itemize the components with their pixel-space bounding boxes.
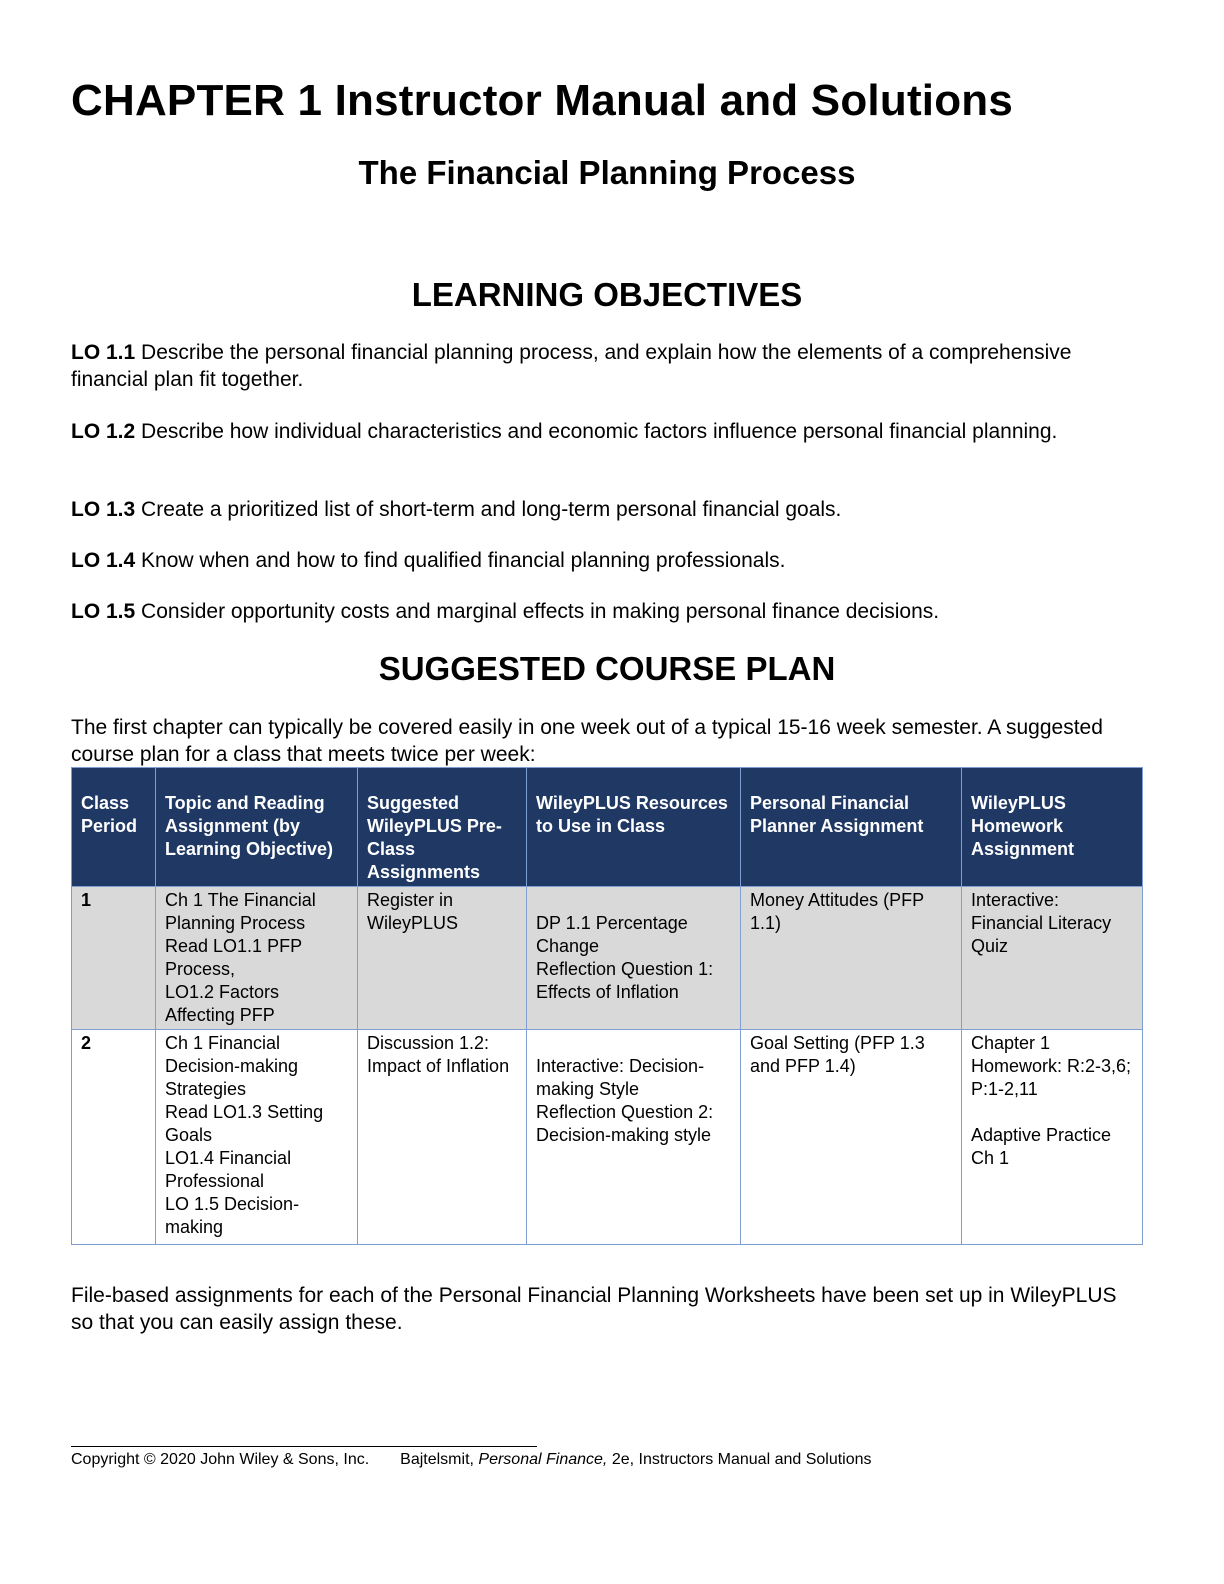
cell-line: Discussion 1.2: Impact of Inflation bbox=[367, 1033, 510, 1076]
column-header: Topic and Reading Assignment (by Learning Objective) bbox=[156, 768, 358, 887]
cell-line: Adaptive Practice Ch 1 bbox=[971, 1125, 1112, 1168]
cell-line: Register in WileyPLUS bbox=[367, 890, 459, 933]
lo-code: LO 1.2 bbox=[71, 420, 136, 443]
learning-objective bbox=[71, 418, 1131, 445]
learning-objective bbox=[71, 547, 1131, 574]
course-plan-heading: SUGGESTED COURSE PLAN bbox=[378, 650, 836, 687]
preclass-cell bbox=[358, 887, 527, 1030]
lo-code: LO 1.1 bbox=[71, 341, 136, 364]
cell-line: Reflection Question 2: Decision-making style bbox=[536, 1102, 714, 1145]
footer-edition: 2e, Instructors Manual and Solutions bbox=[607, 1451, 872, 1468]
column-header: Personal Financial Planner Assignment bbox=[741, 768, 962, 887]
cell-line: Interactive: Financial Literacy Quiz bbox=[971, 890, 1112, 956]
column-header: WileyPLUS Homework Assignment bbox=[962, 768, 1143, 887]
lo-code: LO 1.5 bbox=[71, 600, 136, 623]
lo-text: Describe how individual characteristics and economic factors influence personal financial planning. bbox=[141, 420, 1058, 443]
topic-cell bbox=[156, 1030, 358, 1245]
learning-objective bbox=[71, 339, 1131, 393]
class-period-cell: 1 bbox=[72, 887, 156, 1030]
lo-text: Consider opportunity costs and marginal effects in making personal finance decisions. bbox=[141, 600, 940, 623]
resources-cell bbox=[527, 1030, 741, 1245]
lo-text: Create a prioritized list of short-term and long-term personal financial goals. bbox=[141, 498, 842, 521]
lo-code: LO 1.3 bbox=[71, 498, 136, 521]
learning-objective bbox=[71, 496, 1131, 523]
lo-text: Know when and how to find qualified financial planning professionals. bbox=[141, 549, 786, 572]
homework-cell bbox=[962, 887, 1143, 1030]
cell-line: Chapter 1 Homework: R:2-3,6; P:1-2,11 bbox=[971, 1033, 1132, 1099]
learning-objective bbox=[71, 598, 1131, 625]
lo-text: Describe the personal financial planning process, and explain how the elements of a comprehensive financial plan fit together. bbox=[71, 341, 1072, 391]
cell-line: LO1.4 Financial Professional bbox=[165, 1148, 292, 1191]
cell-line: Read LO1.1 PFP Process, bbox=[165, 936, 302, 979]
resources-cell bbox=[527, 887, 741, 1030]
column-header: WileyPLUS Resources to Use in Class bbox=[527, 768, 741, 887]
preclass-cell bbox=[358, 1030, 527, 1245]
page-footer bbox=[71, 1451, 872, 1469]
table-header-row bbox=[72, 768, 1143, 887]
cell-line: Ch 1 The Financial Planning Process bbox=[165, 890, 316, 933]
blank-line bbox=[971, 1101, 1133, 1124]
course-plan-intro: The first chapter can typically be covered easily in one week out of a typical 15-16 week semester. A suggested course plan for a class that meets twice per week: bbox=[71, 716, 1103, 766]
footer-copyright: Copyright © 2020 John Wiley & Sons, Inc. bbox=[71, 1451, 370, 1468]
footer-author: Bajtelsmit, bbox=[400, 1451, 479, 1468]
planner-cell bbox=[741, 1030, 962, 1245]
column-header: Suggested WileyPLUS Pre-Class Assignments bbox=[358, 768, 527, 887]
cell-line: Reflection Question 1: Effects of Inflation bbox=[536, 959, 714, 1002]
blank-line bbox=[536, 1032, 731, 1055]
cell-line: Read LO1.3 Setting Goals bbox=[165, 1102, 324, 1145]
cell-line: Interactive: Decision-making Style bbox=[536, 1056, 705, 1099]
course-plan-table bbox=[71, 767, 1143, 1245]
table-row bbox=[72, 1030, 1143, 1245]
cell-line: LO1.2 Factors Affecting PFP bbox=[165, 982, 280, 1025]
topic-cell bbox=[156, 887, 358, 1030]
column-header: Class Period bbox=[72, 768, 156, 887]
planner-cell bbox=[741, 887, 962, 1030]
class-period-cell: 2 bbox=[72, 1030, 156, 1245]
table-row bbox=[72, 887, 1143, 1030]
chapter-title: CHAPTER 1 Instructor Manual and Solutions bbox=[71, 76, 1014, 125]
cell-line: Money Attitudes (PFP 1.1) bbox=[750, 890, 924, 933]
chapter-subtitle: The Financial Planning Process bbox=[358, 154, 856, 191]
cell-line: LO 1.5 Decision-making bbox=[165, 1194, 300, 1237]
homework-cell bbox=[962, 1030, 1143, 1245]
cell-line: Ch 1 Financial Decision-making Strategies bbox=[165, 1033, 299, 1099]
footer-book-title: Personal Finance, bbox=[478, 1451, 608, 1468]
footer-divider bbox=[71, 1446, 537, 1447]
blank-line bbox=[536, 889, 731, 912]
cell-line: Goal Setting (PFP 1.3 and PFP 1.4) bbox=[750, 1033, 925, 1076]
closing-note: File-based assignments for each of the Personal Financial Planning Worksheets have been set up in WileyPLUS so that you can easily assign these. bbox=[71, 1284, 1117, 1334]
lo-code: LO 1.4 bbox=[71, 549, 136, 572]
learning-objectives-heading: LEARNING OBJECTIVES bbox=[411, 276, 803, 313]
cell-line: DP 1.1 Percentage Change bbox=[536, 913, 688, 956]
